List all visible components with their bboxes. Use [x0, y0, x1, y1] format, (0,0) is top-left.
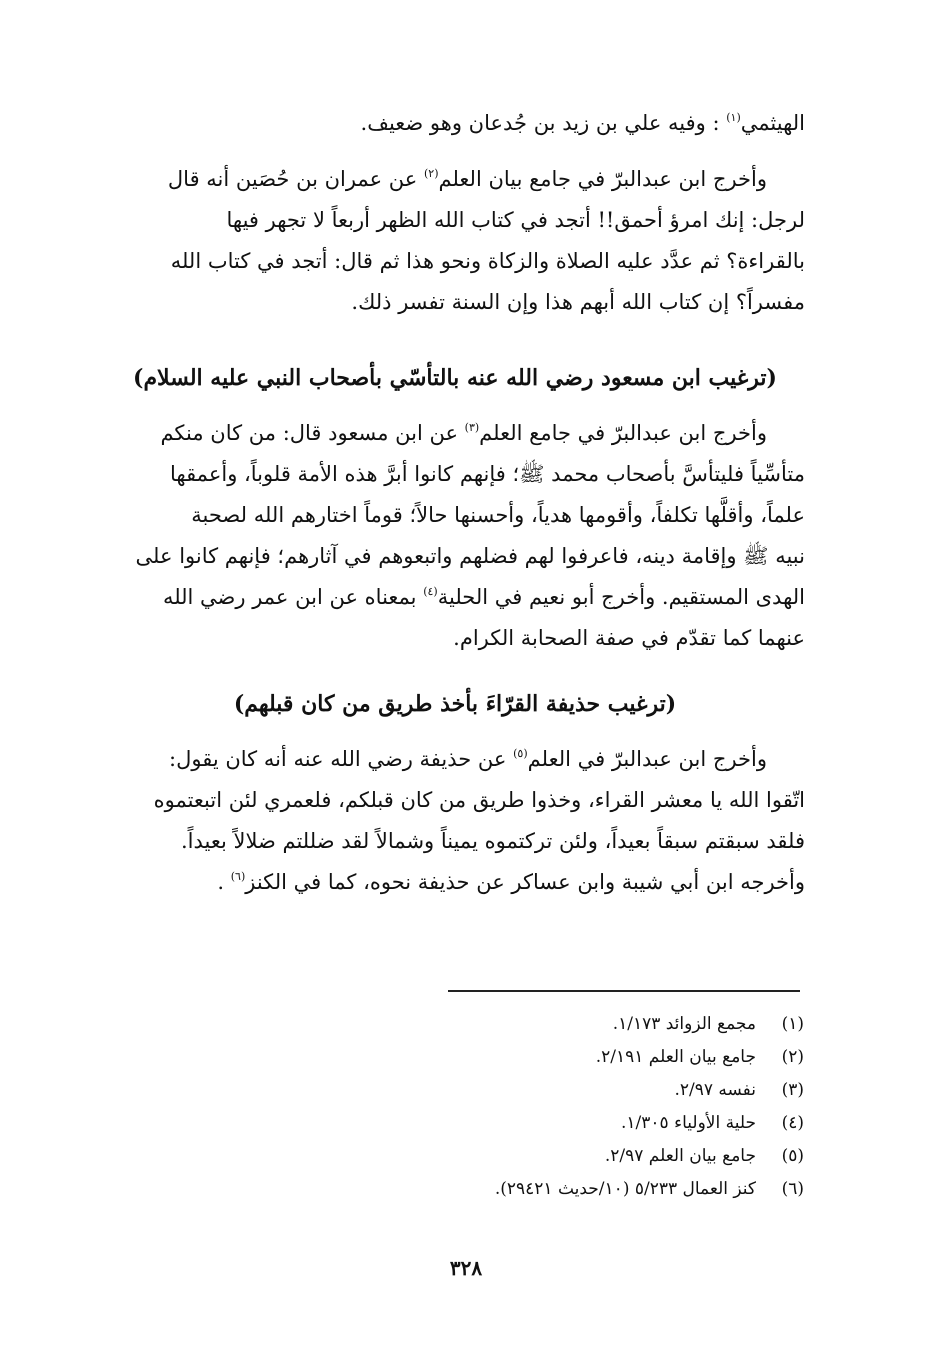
- text-line: [105, 577, 805, 618]
- text-line: [105, 159, 805, 200]
- section-heading: (ترغيب ابن مسعود رضي الله عنه بالتأسّي بأصحاب النبي عليه السلام): [133, 365, 777, 391]
- footnote-separator: [448, 990, 800, 992]
- text-segment: اتّقوا الله يا معشر القراء، وخذوا طريق من كان قبلكم، فلعمري لئن اتبعتموه: [153, 788, 805, 812]
- paragraph-1: [105, 103, 805, 144]
- text-segment: مفسراً؟ إن كتاب الله أبهم هذا وإن السنة تفسر ذلك.: [351, 290, 805, 314]
- footnote-marker: (٤): [423, 585, 438, 598]
- text-line: [105, 536, 805, 577]
- footnote-marker: (٥): [513, 747, 528, 760]
- text-line: [105, 103, 805, 144]
- footnote-number: (٣): [781, 1080, 804, 1100]
- text-segment: وأخرجه ابن أبي شيبة وابن عساكر عن حذيفة نحوه، كما في الكنز: [245, 870, 805, 894]
- text-segment: فلقد سبقتم سبقاً بعيداً، ولئن تركتموه يميناً وشمالاً لقد ضللتم ضلالاً بعيداً.: [180, 829, 805, 853]
- footnote-marker: (٢): [423, 167, 439, 180]
- text-segment: عن ابن مسعود قال: من كان منكم: [160, 421, 465, 445]
- text-segment: بالقراءة؟ ثم عدَّد عليه الصلاة والزكاة ونحو هذا ثم قال: أتجد في كتاب الله: [170, 249, 805, 273]
- footnote-text: كنز العمال ٥/٢٣٣ (١٠/حديث ٢٩٤٢١).: [494, 1179, 756, 1199]
- text-segment: وأخرج ابن عبدالبرّ في العلم: [527, 747, 767, 771]
- footnote-text: جامع بيان العلم ٢/١٩١.: [595, 1047, 756, 1067]
- footnote-text: حلية الأولياء ١/٣٠٥.: [621, 1113, 756, 1133]
- text-segment: عن عمران بن حُصَين أنه قال: [167, 167, 424, 191]
- text-segment: : وفيه علي بن زيد بن جُدعان وهو ضعيف.: [360, 111, 727, 135]
- footnote-number: (٦): [781, 1179, 804, 1199]
- footnote: [284, 1008, 804, 1041]
- footnote: [284, 1041, 804, 1074]
- footnote-marker: (٦): [230, 870, 246, 883]
- text-segment: .: [217, 870, 231, 894]
- footnote-text: نفسه ٢/٩٧.: [674, 1080, 756, 1100]
- text-line: [105, 618, 805, 659]
- footnote-marker: (٣): [464, 421, 480, 434]
- text-line: [105, 241, 805, 282]
- text-segment: عن حذيفة رضي الله عنه أنه كان يقول:: [169, 747, 514, 771]
- paragraph-3: [105, 413, 805, 659]
- footnote-number: (٤): [781, 1113, 804, 1133]
- footnote-number: (١): [781, 1014, 804, 1034]
- text-segment: وأخرج ابن عبدالبرّ في جامع العلم: [479, 421, 767, 445]
- text-line: [105, 862, 805, 903]
- text-segment: الهدى المستقيم. وأخرج أبو نعيم في الحلية: [437, 585, 805, 609]
- text-line: [105, 739, 805, 780]
- page-number: ٣٢٨: [449, 1256, 483, 1280]
- text-segment: وأخرج ابن عبدالبرّ في جامع بيان العلم: [438, 167, 767, 191]
- footnotes: [284, 1008, 804, 1206]
- footnote: [284, 1140, 804, 1173]
- text-segment: الهيثمي: [740, 111, 805, 135]
- text-line: [105, 454, 805, 495]
- section-heading: (ترغيب حذيفة القرّاءَ بأخذ طريق من كان قبلهم): [233, 691, 677, 717]
- text-line: [105, 200, 805, 241]
- footnote-text: مجمع الزوائد ١/١٧٣.: [612, 1014, 756, 1034]
- text-line: [105, 282, 805, 323]
- text-line: [105, 495, 805, 536]
- footnote: [284, 1107, 804, 1140]
- text-line: [105, 780, 805, 821]
- footnote: [284, 1074, 804, 1107]
- text-segment: عنهما كما تقدّم في صفة الصحابة الكرام.: [453, 626, 805, 650]
- text-segment: بمعناه عن ابن عمر رضي الله: [162, 585, 424, 609]
- text-segment: علماً، وأقلَّها تكلفاً، وأقومها هدياً، وأحسنها حالاً؛ قوماً اختارهم الله لصحبة: [191, 503, 805, 527]
- footnote-number: (٢): [781, 1047, 804, 1067]
- footnote-number: (٥): [781, 1146, 804, 1166]
- footnote-text: جامع بيان العلم ٢/٩٧.: [604, 1146, 756, 1166]
- text-line: [105, 413, 805, 454]
- text-segment: نبيه ﷺ وإقامة دينه، فاعرفوا لهم فضلهم واتبعوهم في آثارهم؛ فإنهم كانوا على: [135, 544, 805, 568]
- text-line: [105, 821, 805, 862]
- text-segment: لرجل: إنك امرؤ أحمق!! أتجد في كتاب الله الظهر أربعاً لا تجهر فيها: [226, 208, 805, 232]
- footnote: [284, 1173, 804, 1206]
- text-segment: متأسِّياً فليتأسَّ بأصحاب محمد ﷺ؛ فإنهم كانوا أبرَّ هذه الأمة قلوباً، وأعمقها: [169, 462, 805, 486]
- paragraph-4: [105, 739, 805, 903]
- footnote-marker: (١): [726, 111, 741, 124]
- paragraph-2: [105, 159, 805, 323]
